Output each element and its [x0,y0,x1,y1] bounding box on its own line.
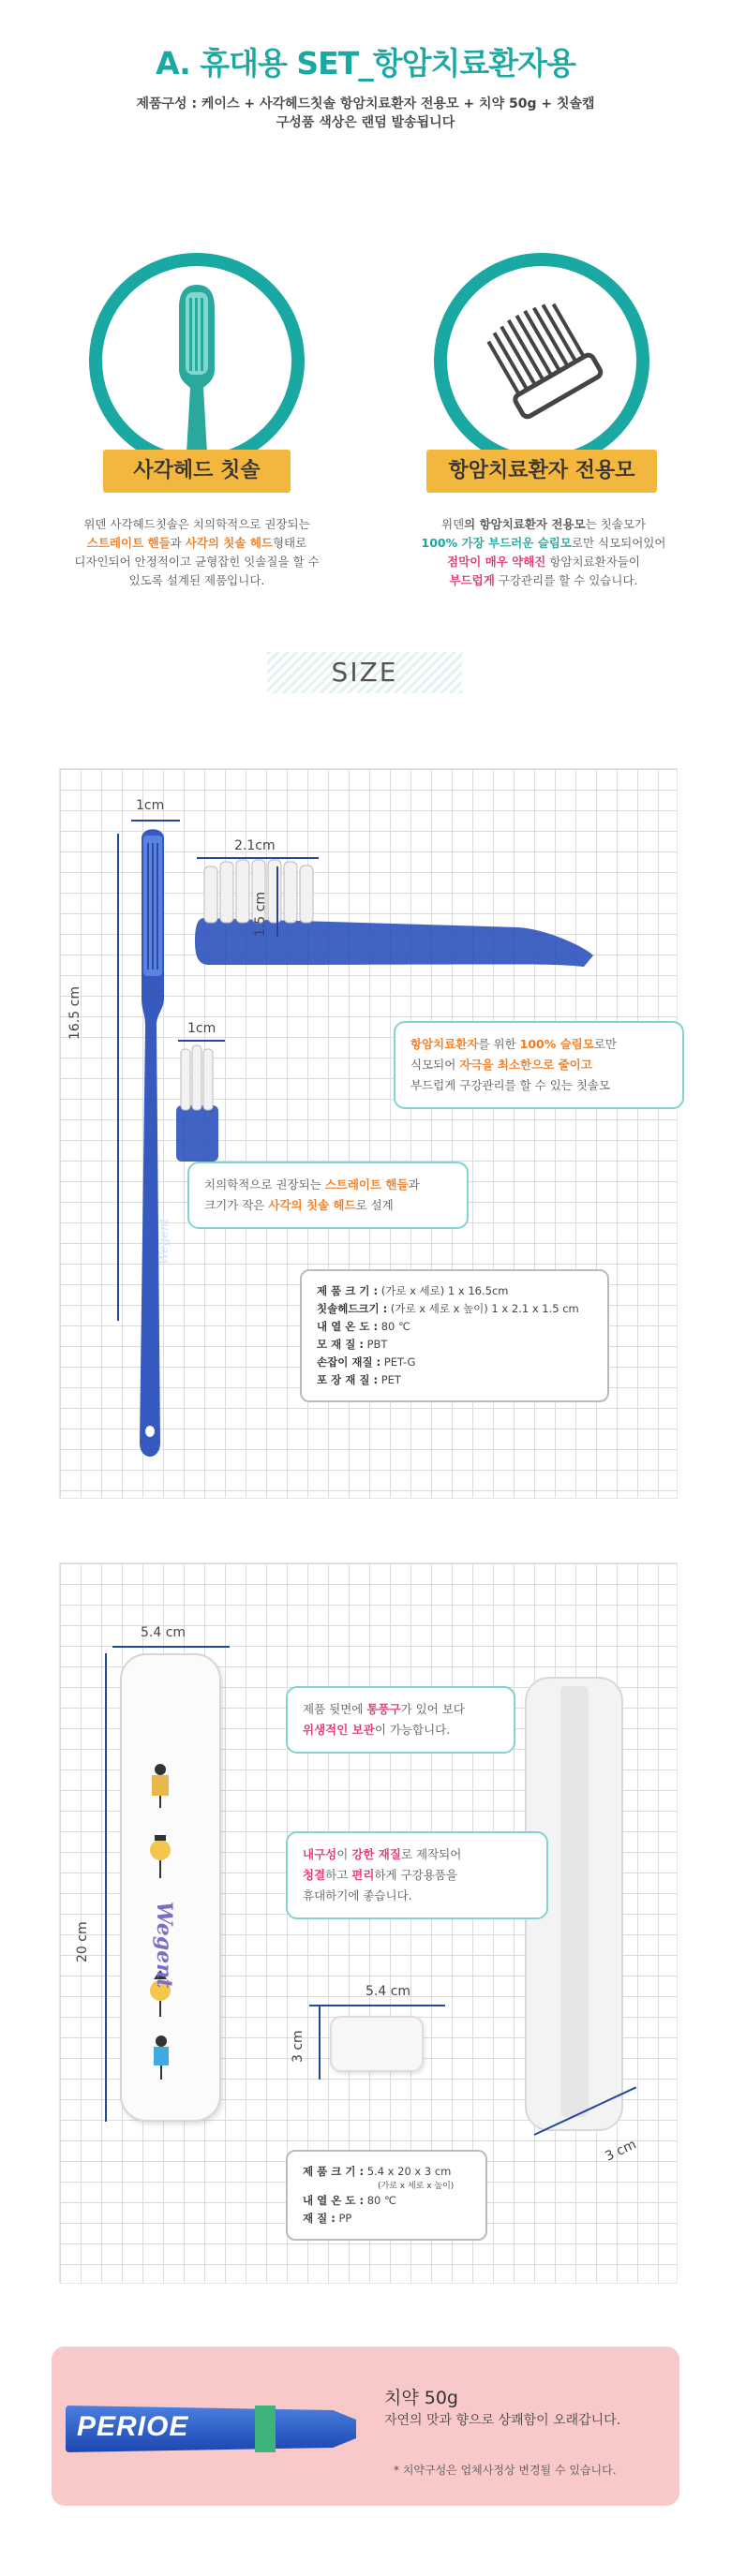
square-head-brush-circle [89,253,305,468]
highlight: 스트레이트 핸들 [324,1177,409,1192]
spec-key: 제 품 크 기 : [303,2165,365,2178]
spec-key: 내 열 온 도 : [317,1320,379,1333]
brush-cap [330,2016,424,2072]
brush-spec-box [300,1269,609,1402]
durability-callout [286,1831,548,1919]
case-spec-box [286,2150,487,2241]
case-depth-label: 3 cm [603,2137,639,2165]
callout-line: 부드럽게 구강관리를 할 수 있는 칫솔모 [410,1078,611,1092]
spec-row [317,1300,592,1318]
case-characters [120,1653,221,2122]
case-width-label: 5.4 cm [141,1625,186,1640]
highlight: 점막이 매우 약해진 [447,555,546,569]
desc-text: 구강관리를 할 수 있습니다. [494,573,638,587]
cancer-bristle-description [384,515,703,590]
highlight: 항암치료환자 [410,1037,479,1051]
desc-text: 로만 식모되어있어 [571,536,666,550]
highlight: 청결 [303,1868,326,1882]
spec-row [317,1318,592,1336]
spec-value: (가로 x 세로) 1 x 16.5cm [378,1284,509,1297]
case-length-label: 20 cm [75,1921,90,1962]
callout-line [204,1175,452,1195]
desc-text: 위덴 [441,517,465,531]
highlight: 위생적인 보관 [303,1723,375,1737]
spec-row [317,1371,592,1389]
spec-value: PET [378,1373,401,1386]
square-head-badge: 사각헤드 칫솔 [103,450,291,493]
callout-line [303,1699,499,1720]
callout-line [303,1865,531,1886]
highlight: 내구성 [303,1847,337,1861]
spec-value: PP [335,2212,352,2225]
spec-row [317,1282,592,1300]
callout-text: 로만 [593,1037,617,1051]
spec-row [303,2163,470,2181]
desc-line: 있도록 설계된 제품입니다. [128,573,265,587]
callout-text: 치의학적으로 권장되는 [204,1177,325,1192]
spec-value: 5.4 x 20 x 3 cm [364,2165,452,2178]
callout-text: 가 있어 보다 [400,1702,465,1716]
spec-key: 내 열 온 도 : [303,2194,365,2207]
desc-line [384,515,703,534]
brush-width-label: 1cm [136,798,165,813]
case-side-ridge [560,1686,589,2117]
highlight: 100% 슬림모 [519,1037,594,1051]
spec-value: PBT [363,1338,388,1351]
spec-key: 제 품 크 기 : [317,1284,379,1297]
callout-line [410,1055,667,1075]
toothpaste-brand: PERIOE [77,2411,189,2442]
spec-row [303,2192,470,2210]
handle-logo: Wegent [157,1218,172,1265]
highlight: 통풍구 [366,1702,401,1716]
spec-value: PET-G [380,1355,416,1369]
ventilation-callout [286,1686,515,1754]
product-composition: 제품구성 : 케이스 + 사각헤드칫솔 항암치료환자 전용모 + 치약 50g + 칫솔캡 [136,96,595,111]
spec-value: 80 ℃ [378,1320,410,1333]
highlight: 100% 가장 부드러운 슬림모 [421,536,572,550]
highlight: 의 항암치료환자 전용모 [464,517,586,531]
spec-value: 80 ℃ [364,2194,396,2207]
case-logo: Wegent [152,1902,176,1989]
cap-width-label: 5.4 cm [366,1984,411,1999]
highlight: 편리 [351,1868,375,1882]
callout-text: 하게 구강용품을 [374,1868,457,1882]
desc-line [384,534,703,553]
highlight: 자극을 최소한으로 줄이고 [459,1058,592,1072]
spec-key: 칫솔헤드크기 : [317,1302,388,1315]
width-dimension-line [131,820,180,822]
spec-key: 손잡이 재질 : [317,1355,381,1369]
spec-row [303,2181,470,2192]
head-height-label: 1.5 cm [253,891,268,937]
handle-callout [187,1162,469,1229]
tube-stripe [255,2406,276,2452]
case-length-line [105,1653,107,2122]
color-notice: 구성품 색상은 랜덤 발송됩니다 [276,115,455,130]
character-icon [152,1764,169,1808]
cap-height-label: 3 cm [291,2030,306,2063]
desc-text: 항암치료환자들이 [545,555,640,569]
head-depth-label: 1cm [187,1021,216,1036]
highlight: 사각의 칫솔 헤드 [185,536,273,550]
callout-text: 제품 뒷면에 [303,1702,367,1716]
callout-line: 휴대하기에 좋습니다. [303,1888,412,1902]
square-head-description [37,515,356,590]
length-dimension-line [117,834,119,1321]
head-width-line [197,857,319,859]
toothpaste-desc: 자연의 맛과 향으로 상쾌함이 오래갑니다. [384,2413,621,2428]
callout-text: 과 [408,1177,420,1192]
callout-text: 이 가능합니다. [374,1723,451,1737]
bristle-head-icon [447,266,636,455]
head-height-line [276,866,278,937]
size-heading: SIZE [267,652,462,693]
callout-line [410,1034,667,1055]
callout-line [303,1844,531,1865]
case-width-line [112,1646,230,1648]
callout-line [204,1195,452,1216]
spec-row [317,1354,592,1371]
spec-value: (가로 x 세로 x 높이) 1 x 2.1 x 1.5 cm [387,1302,579,1315]
callout-text: 하고 [325,1868,352,1882]
desc-line [384,553,703,571]
head-width-label: 2.1cm [234,838,276,853]
highlight: 부드럽게 [449,573,495,587]
head-depth-line [178,1040,225,1042]
highlight: 스트레이트 핸들 [86,536,171,550]
brush-length-label: 16.5 cm [67,986,82,1040]
toothbrush-icon [102,266,291,455]
cap-width-line [309,2005,445,2006]
spec-row [303,2210,470,2228]
cap-height-line [319,2005,321,2080]
desc-line [384,571,703,590]
bristle-callout [394,1021,684,1109]
highlight: 강한 재질 [351,1847,401,1861]
desc-text: 형태로 [272,536,307,550]
desc-line: 위덴 사각헤드칫솔은 치의학적으로 권장되는 [83,517,310,531]
callout-text: 로 제작되어 [400,1847,462,1861]
page-title: A. 휴대용 SET_항암치료환자용 [156,45,575,81]
desc-text: 과 [170,536,186,550]
spec-key: 포 장 재 질 : [317,1373,379,1386]
callout-line [303,1720,499,1740]
highlight: 사각의 칫솔 헤드 [268,1198,356,1212]
callout-text: 이 [336,1847,352,1861]
callout-text: 크기가 작은 [204,1198,269,1212]
toothpaste-title: 치약 50g [384,2388,458,2408]
spec-key: 재 질 : [303,2212,336,2225]
cancer-bristle-badge: 항암치료환자 전용모 [426,450,657,493]
callout-text: 로 설계 [355,1198,394,1212]
desc-line: 디자인되어 안정적이고 균형잡힌 잇솔질을 할 수 [74,555,320,569]
callout-text: 를 위한 [478,1037,520,1051]
spec-row [317,1336,592,1354]
cancer-bristle-circle [434,253,649,468]
desc-text: 는 칫솔모가 [585,517,646,531]
callout-text: 식모되어 [410,1058,460,1072]
spec-value: (가로 x 세로 x 높이) [378,2182,455,2191]
desc-line [37,534,356,553]
toothpaste-note: * 치약구성은 업체사정상 변경될 수 있습니다. [394,2464,617,2477]
spec-key: 모 재 질 : [317,1338,364,1351]
